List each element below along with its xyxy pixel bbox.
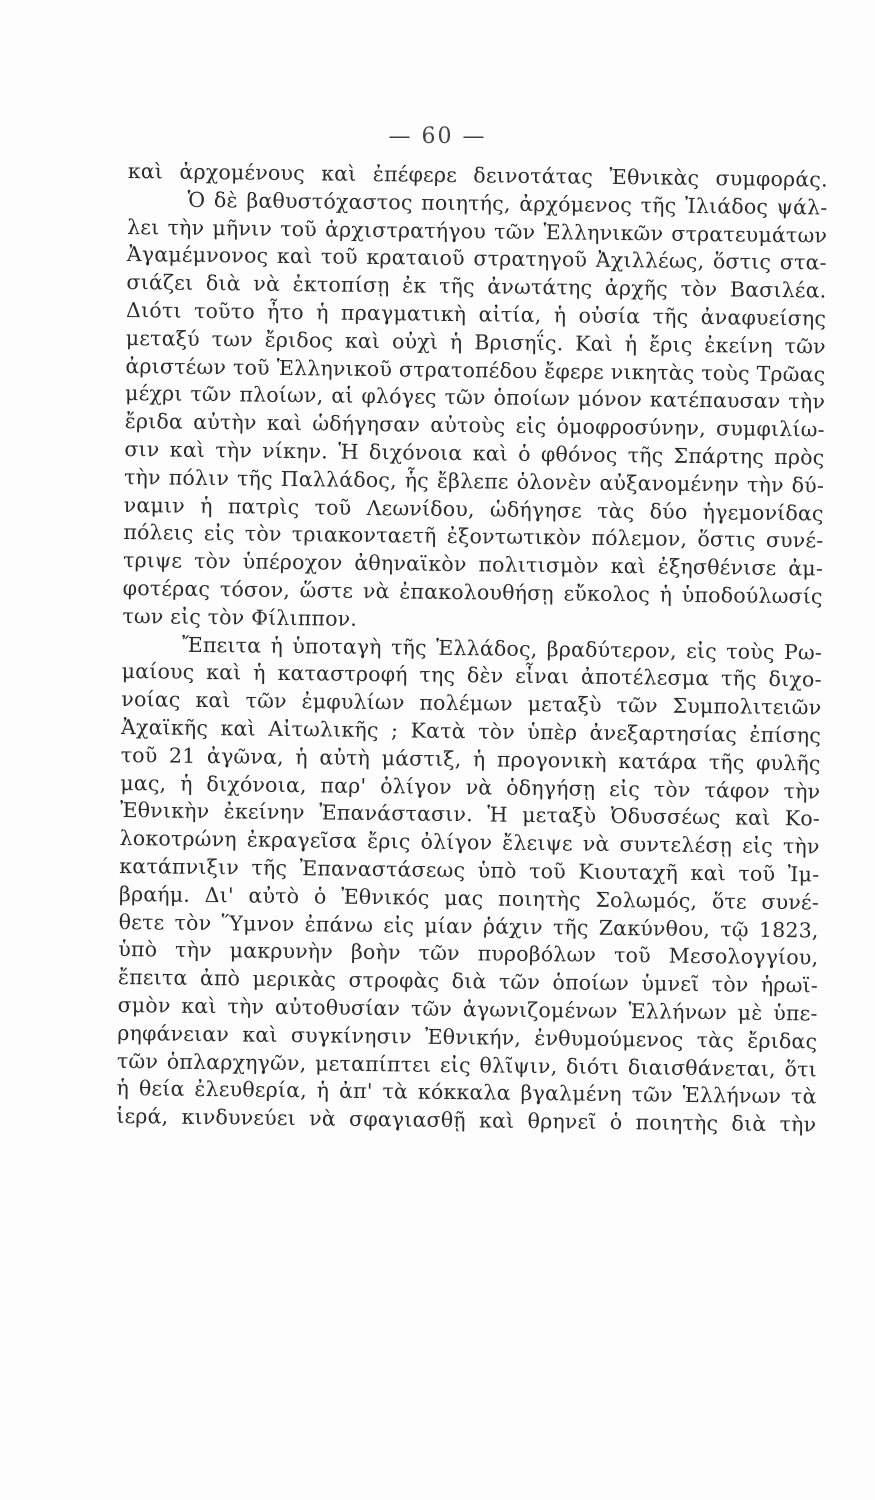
text-line: νοίας καὶ τῶν ἐμφυλίων πολέμων μεταξὺ τῶν Συμπολιτειῶν — [121, 687, 822, 720]
text-line: ρηφάνειαν καὶ συγκίνησιν Ἐθνικήν, ἐνθυμούμενος τὰς ἔριδας — [117, 1020, 818, 1054]
text-line: θετε τὸν Ὕμνον ἐπάνω εἰς μίαν ῥάχιν τῆς Ζακύνθου, τῷ 1823, — [118, 909, 819, 943]
text-line: ἡ θεία ἐλευθερία, ἡ ἀπ' τὰ κόκκαλα βγαλμένη τῶν Ἑλλήνων τὰ — [116, 1076, 817, 1109]
text-line: ναμιν ἡ πατρὶς τοῦ Λεωνίδου, ὡδήγησε τὰς δύο ἡγεμονίδας — [123, 492, 824, 526]
text-line: κατάπνιξιν τῆς Ἐπαναστάσεως ὑπὸ τοῦ Κιουταχῆ καὶ τοῦ Ἰμ- — [119, 853, 820, 887]
text-line: ἱερά, κινδυνεύει νὰ σφαγιασθῇ καὶ θρηνεῖ ὁ ποιητὴς διὰ τὴν — [116, 1104, 817, 1137]
text-line: μέχρι τῶν πλοίων, αἱ φλόγες τῶν ὁποίων μόνον κατέπαυσαν τὴν — [124, 381, 826, 414]
text-line: Ἔπειτα ἡ ὑποταγὴ τῆς Ἑλλάδος, βραδύτερον, εἰς τοὺς Ρω- — [181, 632, 823, 665]
page-number: — 60 — — [388, 124, 487, 149]
text-line: των εἰς τὸν Φίλιππον. — [122, 603, 358, 631]
text-line: Ἀγαμέμνονος καὶ τοῦ κραταιοῦ στρατηγοῦ Ἀχιλλέως, ὅστις στα- — [126, 242, 827, 275]
text-line: βραήμ. Δι' αὐτὸ ὁ Ἐθνικός μας ποιητὴς Σολωμός, ὅτε συνέ- — [118, 881, 820, 915]
text-line: ἀριστέων τοῦ Ἑλληνικοῦ στρατοπέδου ἔφερε νικητὰς τοὺς Τρῶας — [125, 353, 826, 387]
text-line: ἔριδα αὐτὴν καὶ ὡδήγησαν αὐτοὺς εἰς ὁμοφροσύνην, συμφιλίω- — [124, 409, 825, 442]
text-line: σιν καὶ τὴν νίκην. Ἡ διχόνοια καὶ ὁ φθόνος τῆς Σπάρτης πρὸς — [124, 436, 825, 470]
text-line: ὑπὸ τὴν μακρυνὴν βοὴν τῶν πυροβόλων τοῦ Μεσολογγίου, — [118, 937, 819, 970]
text-line: λοκοτρώνη ἐκραγεῖσα ἔρις ὀλίγον ἔλειψε νὰ συντελέσῃ εἰς τὴν — [119, 826, 820, 859]
text-line: καὶ ἀρχομένους καὶ ἐπέφερε δεινοτάτας Ἐθνικὰς συμφοράς. — [127, 158, 828, 192]
text-line: τριψε τὸν ὑπέροχον ἀθηναϊκὸν πολιτισμὸν καὶ ἐξησθένισε ἀμ- — [122, 548, 824, 581]
text-line: Ἐθνικὴν ἐκείνην Ἐπανάστασιν. Ἡ μεταξὺ Ὀδυσσέως καὶ Κο- — [119, 798, 821, 831]
text-line: μεταξύ των ἔριδος καὶ οὐχὶ ἡ Βρισηΐς. Καὶ ἡ ἔρις ἐκείνη τῶν — [125, 325, 826, 359]
text-line: σιάζει διὰ νὰ ἐκτοπίσῃ ἐκ τῆς ἀνωτάτης ἀρχῆς τὸν Βασιλέα. — [126, 270, 827, 303]
text-line: σμὸν καὶ τὴν αὐτοθυσίαν τῶν ἀγωνιζομένων Ἑλλήνων μὲ ὑπε- — [117, 992, 818, 1026]
text-line: μαίους καὶ ἡ καταστροφή της δὲν εἶναι ἀποτέλεσμα τῆς διχο- — [121, 659, 822, 692]
text-line: Ὁ δὲ βαθυστόχαστος ποιητής, ἀρχόμενος τῆς Ἰλιάδος ψάλ- — [187, 187, 828, 220]
text-line: λει τὴν μῆνιν τοῦ ἀρχιστρατήγου τῶν Ἑλληνικῶν στρατευμάτων — [127, 214, 828, 248]
text-line: μας, ἡ διχόνοια, παρ' ὀλίγον νὰ ὁδηγήσῃ εἰς τὸν τάφον τὴν — [120, 770, 821, 804]
text-line: τοῦ 21 ἀγῶνα, ἡ αὐτὴ μάστιξ, ἡ προγονικὴ κατάρα τῆς φυλῆς — [120, 742, 821, 776]
text-line: φοτέρας τόσον, ὥστε νὰ ἐπακολουθήσῃ εὔκολος ἡ ὑποδούλωσίς — [122, 575, 823, 609]
body-text — [116, 158, 828, 1139]
text-line: ἔπειτα ἀπὸ μερικὰς στροφὰς διὰ τῶν ὁποίων ὑμνεῖ τὸν ἡρωϊ- — [117, 965, 819, 998]
text-line: Διότι τοῦτο ἦτο ἡ πραγματικὴ αἰτία, ἡ οὐσία τῆς ἀναφυείσης — [125, 297, 827, 331]
text-line: τῶν ὁπλαρχηγῶν, μεταπίπτει εἰς θλῖψιν, διότι διαισθάνεται, ὅτι — [116, 1048, 818, 1081]
text-line: πόλεις εἰς τὸν τριακονταετῆ ἐξοντωτικὸν πόλεμον, ὅστις συνέ- — [123, 520, 824, 553]
text-line: Ἀχαϊκῆς καὶ Αἰτωλικῆς ; Κατὰ τὸν ὑπὲρ ἀνεξαρτησίας ἐπίσης — [120, 714, 822, 748]
text-line: τὴν πόλιν τῆς Παλλάδος, ἧς ἔβλεπε ὁλονὲν αὐξανομένην τὴν δύ- — [123, 464, 825, 498]
